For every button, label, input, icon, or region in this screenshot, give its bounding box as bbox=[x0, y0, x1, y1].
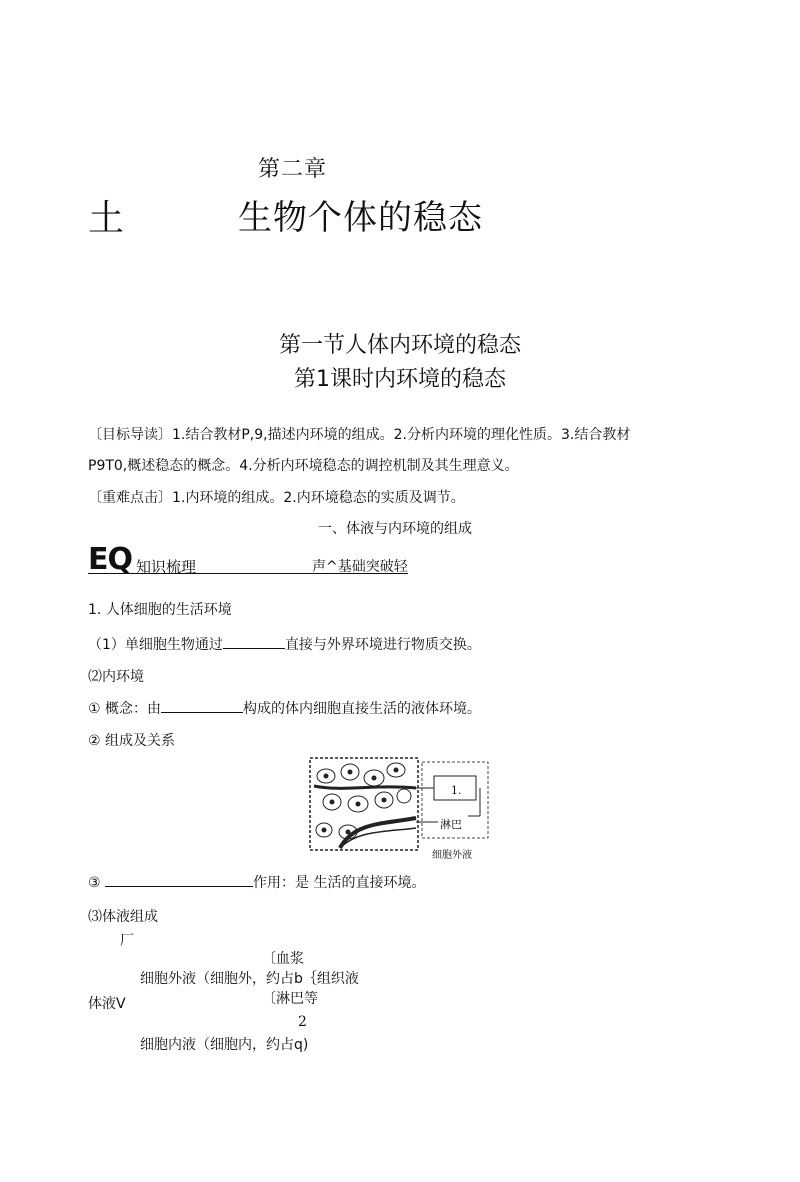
learning-goals-line-2: P9T0,概述稳态的概念。4.分析内环境稳态的调控机制及其生理意义。 bbox=[88, 458, 519, 474]
intracellular-fluid-line: 细胞内液（细胞内，约占q) bbox=[140, 1037, 309, 1053]
item-1a-prefix: （1）单细胞生物通过 bbox=[88, 637, 223, 653]
eq-logo: EQ bbox=[88, 542, 132, 577]
chapter-mark: 土 bbox=[88, 198, 125, 239]
tissue-region bbox=[310, 758, 418, 850]
item-1a-suffix: 直接与外界环境进行物质交换。 bbox=[284, 637, 481, 653]
fraction-numerator: 2 bbox=[298, 1014, 307, 1030]
item-1-heading: 1. 人体细胞的生活环境 bbox=[88, 602, 232, 618]
item-1a-line bbox=[88, 634, 481, 654]
figure-caption: 细胞外液 bbox=[432, 850, 472, 861]
item-2b-heading: ② 组成及关系 bbox=[88, 733, 176, 749]
box-label: 1. bbox=[451, 784, 462, 797]
chapter-label: 第二章 bbox=[258, 157, 328, 182]
lesson-title: 第1课时内环境的稳态 bbox=[294, 367, 506, 392]
fill-blank[interactable] bbox=[161, 700, 243, 713]
key-points: 〔重难点击〕1.内环境的组成。2.内环境稳态的实质及调节。 bbox=[88, 490, 465, 506]
fill-blank[interactable] bbox=[105, 874, 253, 887]
item-2-heading: ⑵内环境 bbox=[88, 669, 144, 685]
item-2c-suffix: 作用：是 生活的直接环境。 bbox=[253, 875, 426, 891]
item-2c-line bbox=[88, 872, 425, 892]
plasma-label: 〔血浆 bbox=[262, 951, 304, 967]
item-2a-line bbox=[88, 698, 481, 718]
item-2c-prefix: ③ bbox=[88, 875, 106, 891]
extracellular-fluid-line: 细胞外液（细胞外，约占b｛组织液 bbox=[140, 971, 359, 987]
subsection-heading: 一、体液与内环境的组成 bbox=[318, 521, 472, 537]
item-3-heading: ⑶体液组成 bbox=[88, 909, 158, 925]
item-2a-prefix: ① 概念：由 bbox=[88, 701, 162, 717]
item-2a-suffix: 构成的体内细胞直接生活的液体环境。 bbox=[243, 701, 482, 717]
banner-right-label: 声^基础突破轻 bbox=[312, 559, 408, 575]
body-fluid-label: 体液V bbox=[88, 996, 126, 1012]
chapter-title: 生物个体的稳态 bbox=[238, 198, 483, 238]
lymph-label: 淋巴 bbox=[440, 818, 462, 831]
banner-underline bbox=[88, 573, 408, 574]
banner-left-label: 知识梳理 bbox=[136, 558, 197, 576]
learning-goals-line-1: 〔目标导读〕1.结合教材P,9,描述内环境的组成。2.分析内环境的理化性质。3.结合教材 bbox=[88, 427, 631, 443]
cell-environment-figure bbox=[304, 752, 494, 864]
fill-blank[interactable] bbox=[223, 636, 285, 649]
lymph-label: 〔淋巴等 bbox=[262, 991, 318, 1007]
section-title: 第一节人体内环境的稳态 bbox=[278, 333, 521, 358]
outer-bracket-top: 厂 bbox=[120, 933, 134, 949]
